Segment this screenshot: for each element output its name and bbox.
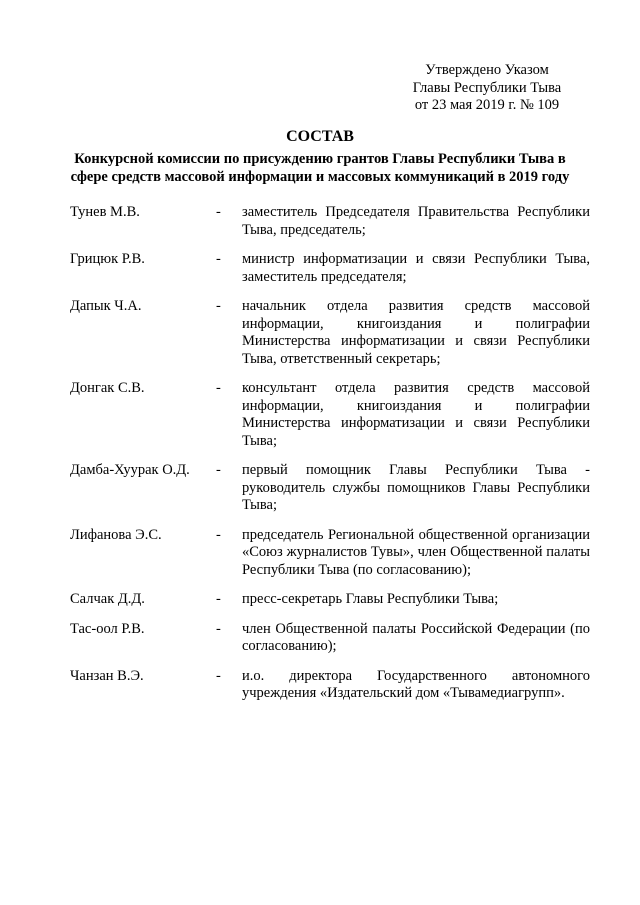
member-row [70, 591, 590, 609]
member-dash: - [216, 591, 221, 607]
member-role: пресс-секретарь Главы Республики Тыва; [242, 591, 499, 607]
member-row [70, 204, 590, 239]
approval-line-2: Главы Республики Тыва [412, 79, 562, 96]
document-subtitle [40, 150, 600, 186]
approval-stamp [392, 62, 582, 115]
member-name: Чанзан В.Э. [70, 667, 144, 684]
member-dash: - [216, 251, 221, 267]
member-name: Грицюк Р.В. [70, 251, 145, 267]
member-role: министр информатизации и связи Республики Тыва, заместитель председателя; [242, 251, 590, 285]
member-row [70, 668, 590, 703]
member-role: член Общественной палаты Российской Федерации (по согласованию); [242, 620, 590, 654]
member-name: Тас-оол Р.В. [70, 620, 145, 637]
subtitle-line-2: сфере средств массовой информации и массовых коммуникаций в 2019 году [70, 169, 570, 185]
member-dash: - [216, 667, 221, 684]
member-role: консультант отдела развития средств массовой информации, книгоиздания и полиграфии Министерства информатизации и связи Республики Тыва; [242, 380, 590, 449]
member-name: Салчак Д.Д. [70, 591, 145, 607]
subtitle-line-1: Конкурсной комиссии по присуждению грантов Главы Республики Тыва в [74, 151, 566, 167]
member-name: Дамба-Хуурак О.Д. [70, 462, 190, 478]
member-row [70, 380, 590, 450]
member-dash: - [216, 526, 221, 543]
approval-line-1: Утверждено Указом [425, 62, 549, 78]
members-list [70, 204, 590, 715]
approval-line-3: от 23 мая 2019 г. № 109 [414, 97, 560, 113]
member-dash: - [216, 380, 221, 396]
member-row [70, 251, 590, 286]
member-role: заместитель Председателя Правительства Республики Тыва, председатель; [242, 204, 590, 238]
member-name: Тунев М.В. [70, 204, 140, 220]
member-row [70, 527, 590, 580]
document-title: СОСТАВ [286, 128, 354, 145]
member-row [70, 298, 590, 368]
member-role: и.о. директора Государственного автономного учреждения «Издательский дом «Тывамедиагрупп». [242, 667, 590, 701]
member-name: Дапык Ч.А. [70, 298, 142, 314]
member-dash: - [216, 204, 221, 220]
member-role: первый помощник Главы Республики Тыва - руководитель службы помощников Главы Республики Тыва; [242, 462, 590, 513]
member-role: начальник отдела развития средств массовой информации, книгоиздания и полиграфии Министерства информатизации и связи Республики Тыва, ответственный секретарь; [242, 298, 590, 367]
member-row [70, 462, 590, 515]
member-role: председатель Региональной общественной организации «Союз журналистов Тувы», член Общественной палаты Республики Тыва (по согласованию); [242, 526, 590, 578]
member-row [70, 621, 590, 656]
member-name: Лифанова Э.С. [70, 526, 162, 543]
member-dash: - [216, 462, 221, 478]
member-dash: - [216, 620, 221, 637]
member-name: Донгак С.В. [70, 380, 145, 396]
member-dash: - [216, 298, 221, 314]
